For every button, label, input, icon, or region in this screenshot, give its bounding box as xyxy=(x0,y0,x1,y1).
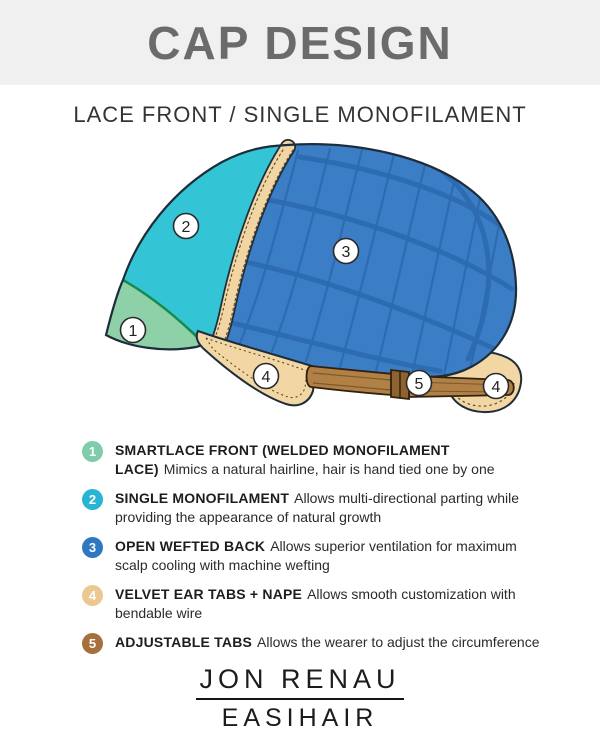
svg-text:3: 3 xyxy=(341,243,351,261)
callout-4-left xyxy=(254,364,279,389)
svg-text:4: 4 xyxy=(491,378,501,396)
cap-diagram xyxy=(0,139,600,439)
svg-text:5: 5 xyxy=(414,375,424,393)
sub-brand-name: EASIHAIR xyxy=(221,704,379,732)
legend xyxy=(0,439,600,654)
legend-item-description: Allows superior ventilation for maximum scalp cooling with machine wefting xyxy=(115,538,517,573)
legend-item-description: Mimics a natural hairline, hair is hand tied one by one xyxy=(163,461,495,477)
svg-text:2: 2 xyxy=(181,218,191,236)
brand-name: JON RENAU xyxy=(199,664,401,694)
callout-1 xyxy=(121,318,146,343)
header-band xyxy=(0,0,600,85)
svg-text:4: 4 xyxy=(261,368,271,386)
legend-item-adjustable-tabs xyxy=(82,633,600,654)
legend-item-label: OPEN WEFTED BACK xyxy=(115,538,266,554)
brand-divider xyxy=(196,698,404,700)
legend-item-velvet-ear-tabs xyxy=(82,585,600,623)
legend-item-description: Allows smooth customization with bendable wire xyxy=(115,586,516,621)
callout-2 xyxy=(174,214,199,239)
callout-5 xyxy=(407,371,432,396)
legend-bullet-3: 3 xyxy=(82,537,103,558)
legend-item-description: Allows the wearer to adjust the circumference xyxy=(257,634,540,650)
cap-subtitle: LACE FRONT / SINGLE MONOFILAMENT xyxy=(73,102,527,127)
legend-item-label: ADJUSTABLE TABS xyxy=(115,634,253,650)
legend-bullet-1: 1 xyxy=(82,441,103,462)
legend-bullet-5: 5 xyxy=(82,633,103,654)
brand-logo xyxy=(0,664,600,733)
callout-3 xyxy=(334,239,359,264)
page-title: CAP DESIGN xyxy=(147,16,453,69)
legend-item-label: SINGLE MONOFILAMENT xyxy=(115,490,290,506)
legend-bullet-2: 2 xyxy=(82,489,103,510)
legend-item-label: SMARTLACE FRONT (WELDED MONOFILAMENT LACE) xyxy=(115,442,450,477)
legend-item-open-wefted-back xyxy=(82,537,600,575)
legend-item-single-monofilament xyxy=(82,489,600,527)
legend-item-description: Allows multi-directional parting while providing the appearance of natural growth xyxy=(115,490,519,525)
legend-bullet-4: 4 xyxy=(82,585,103,606)
svg-text:1: 1 xyxy=(128,322,138,340)
legend-item-smartlace-front xyxy=(82,441,600,479)
callout-4-right xyxy=(484,374,509,399)
legend-item-label: VELVET EAR TABS + NAPE xyxy=(115,586,303,602)
